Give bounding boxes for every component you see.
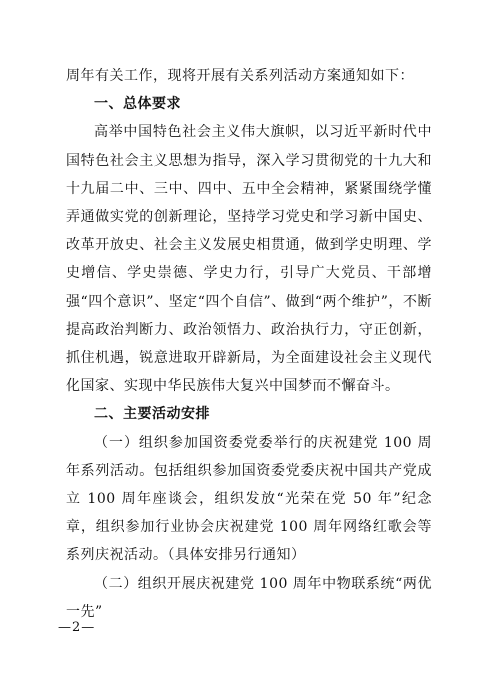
page-number: —2— [58, 620, 96, 635]
intro-paragraph: 周年有关工作，现将开展有关系列活动方案通知如下： [66, 68, 414, 84]
activity-item-2: （二）组织开展庆祝建党 100 周年中物联系统“两优一先” [66, 575, 432, 620]
activity-item-1: （一）组织参加国资委党委举行的庆祝建党 100 周年系列活动。包括组织参加国资委党委庆祝中国共产党成立 100 周年座谈会，组织发放“光荣在党 50 年”纪念章，组织参加行业协会庆祝建党 100 周年网络红歌会等系列庆祝活动。（具体安排另行通知） [66, 434, 432, 564]
section-heading-main-activities: 二、主要活动安排 [94, 406, 210, 423]
general-requirements-paragraph: 高举中国特色社会主义伟大旗帜，以习近平新时代中国特色社会主义思想为指导，深入学习贯彻党的十九大和十九届二中、三中、四中、五中全会精神，紧紧围绕学懂弄通做实党的创新理论，坚持学习党史和学习新中国史、改革开放史、社会主义发展史相贯通，做到学史明理、学史增信、学史崇德、学史力行，引导广大党员、干部增强“四个意识”、坚定“四个自信”、做到“两个维护”，不断提高政治判断力、政治领悟力、政治执行力，守正创新，抓住机遇，锐意进取开辟新局，为全面建设社会主义现代化国家、实现中华民族伟大复兴中国梦而不懈奋斗。 [66, 124, 432, 395]
document-body [66, 62, 432, 626]
section-heading-general-requirements: 一、总体要求 [94, 96, 181, 113]
